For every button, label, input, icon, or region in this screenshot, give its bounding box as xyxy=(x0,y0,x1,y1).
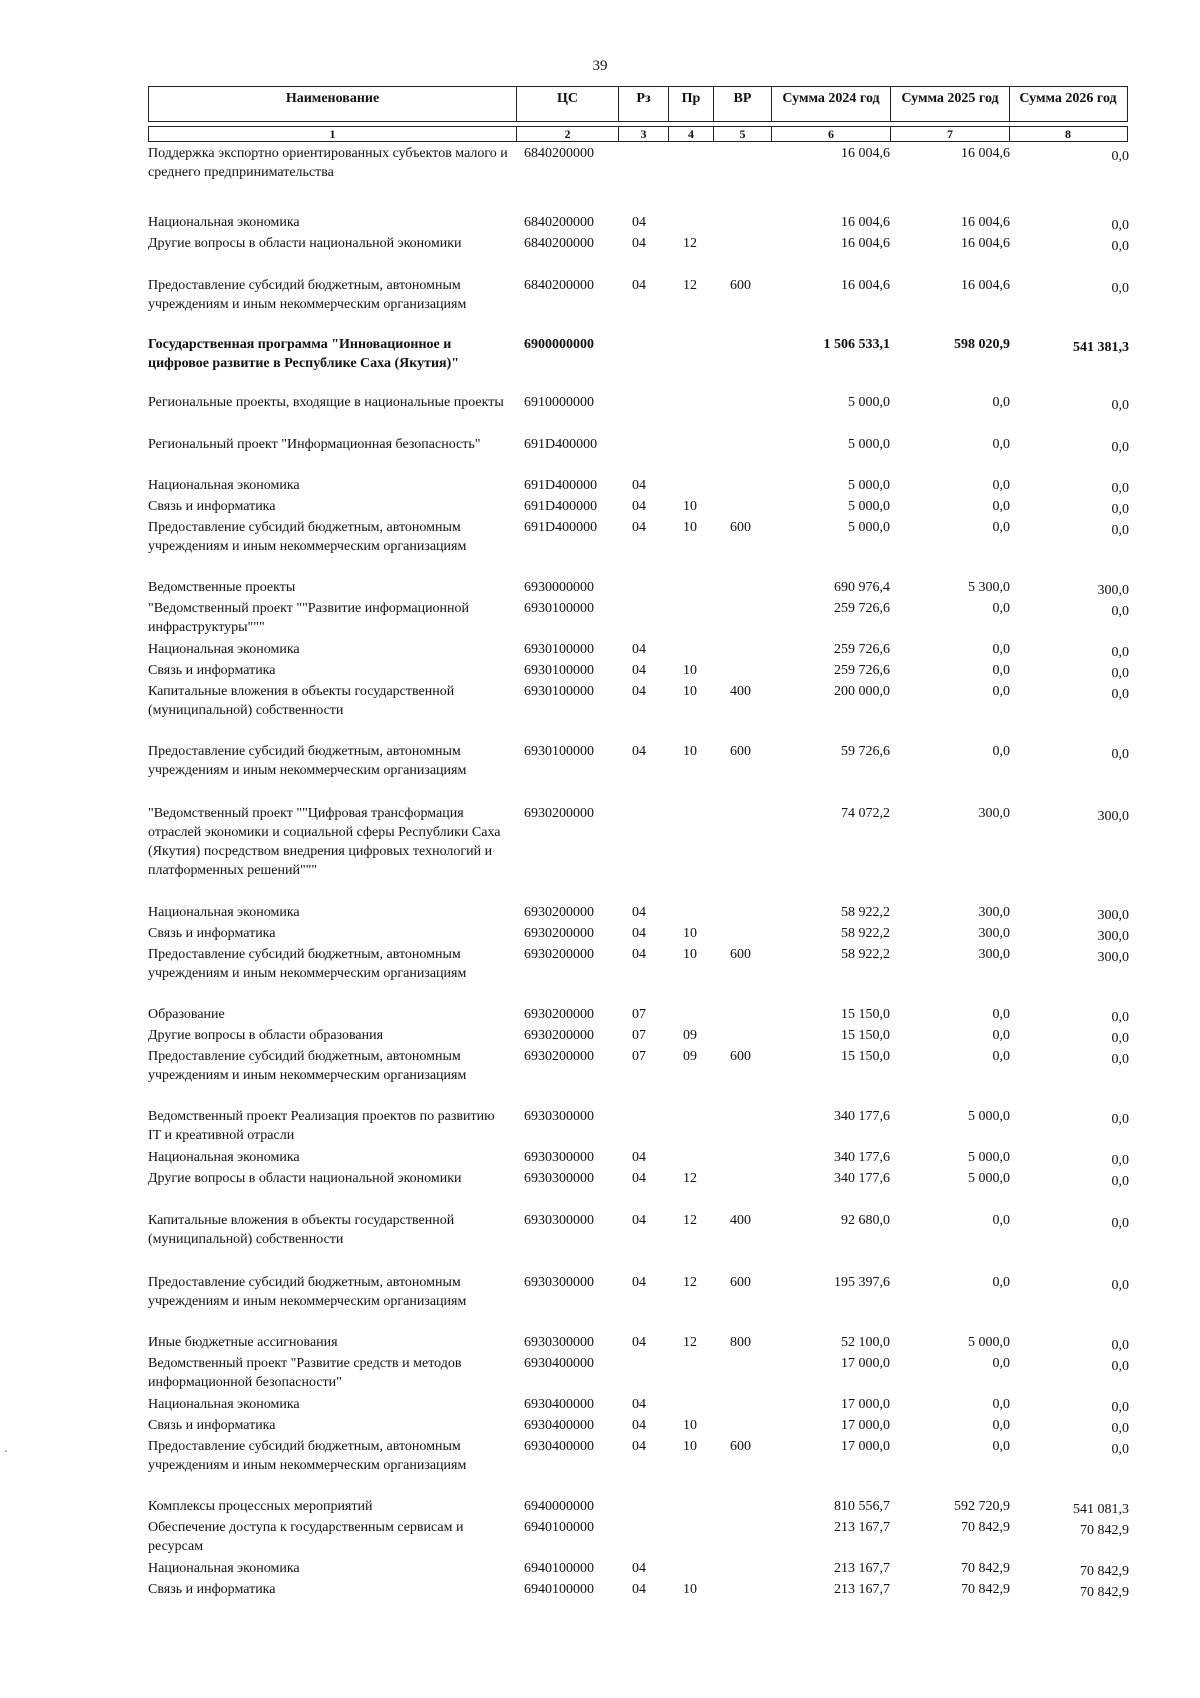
row-pr: 10 xyxy=(683,1582,697,1597)
row-rz: 04 xyxy=(632,947,646,962)
col-header-name: Наименование xyxy=(149,87,517,121)
row-cs-code: 6910000000 xyxy=(524,395,594,410)
row-cs-code: 6930200000 xyxy=(524,1028,594,1043)
row-name: Предоставление субсидий бюджетным, автономным учреждениям и иным некоммерческим организациям xyxy=(148,947,467,981)
col-header-rz: Рз xyxy=(619,87,669,121)
row-sum-2026: 0,0 xyxy=(1111,1112,1129,1127)
row-rz: 04 xyxy=(632,926,646,941)
row-sum-2026: 0,0 xyxy=(1111,1442,1129,1457)
row-cs-code: 6930100000 xyxy=(524,684,594,699)
col-header-cs: ЦС xyxy=(517,87,619,121)
row-rz: 04 xyxy=(632,236,646,251)
row-sum-2026: 0,0 xyxy=(1111,1359,1129,1374)
row-name: Национальная экономика xyxy=(148,1397,300,1412)
row-name: Национальная экономика xyxy=(148,1561,300,1576)
row-cs-code: 6940100000 xyxy=(524,1520,594,1535)
row-cs-code: 6930400000 xyxy=(524,1356,594,1371)
row-pr: 10 xyxy=(683,499,697,514)
row-cs-code: 6930100000 xyxy=(524,744,594,759)
row-cs-code: 6940100000 xyxy=(524,1561,594,1576)
row-sum-2026: 541 081,3 xyxy=(1073,1502,1129,1517)
row-sum-2026: 300,0 xyxy=(1097,583,1129,598)
row-name: Другие вопросы в области национальной экономики xyxy=(148,1171,462,1186)
row-rz: 04 xyxy=(632,1439,646,1454)
row-cs-code: 6930400000 xyxy=(524,1439,594,1454)
col-header-sum-2024: Сумма 2024 год xyxy=(772,87,891,121)
row-pr: 12 xyxy=(683,236,697,251)
row-cs-code: 6930200000 xyxy=(524,1007,594,1022)
row-sum-2025: 5 000,0 xyxy=(968,1335,1010,1350)
row-sum-2024: 5 000,0 xyxy=(848,478,890,493)
row-sum-2025: 16 004,6 xyxy=(961,236,1010,251)
row-pr: 09 xyxy=(683,1028,697,1043)
row-name: Обеспечение доступа к государственным сервисам и ресурсам xyxy=(148,1520,464,1554)
row-cs-code: 691D400000 xyxy=(524,499,598,514)
row-cs-code: 6940000000 xyxy=(524,1499,594,1514)
row-cs-code: 6840200000 xyxy=(524,215,594,230)
row-rz: 07 xyxy=(632,1049,646,1064)
row-name: Национальная экономика xyxy=(148,1150,300,1165)
row-rz: 04 xyxy=(632,905,646,920)
row-name: Предоставление субсидий бюджетным, автономным учреждениям и иным некоммерческим организациям xyxy=(148,278,467,312)
row-name: "Ведомственный проект ""Цифровая трансформация отраслей экономики и социальной сферы Республики Саха (Якутия) посредством внедрения цифровых технологий и платформенных решений""" xyxy=(148,806,501,878)
row-cs-code: 6930300000 xyxy=(524,1275,594,1290)
col-header-pr: Пр xyxy=(669,87,714,121)
row-sum-2025: 0,0 xyxy=(992,1049,1010,1064)
row-sum-2026: 0,0 xyxy=(1111,149,1129,164)
row-name: Связь и информатика xyxy=(148,663,276,678)
row-sum-2026: 0,0 xyxy=(1111,481,1129,496)
row-pr: 10 xyxy=(683,684,697,699)
row-sum-2025: 300,0 xyxy=(978,806,1010,821)
row-name: Связь и информатика xyxy=(148,1582,276,1597)
row-vr: 600 xyxy=(730,1439,751,1454)
row-name: Комплексы процессных мероприятий xyxy=(148,1499,373,1514)
col-number: 2 xyxy=(517,127,619,141)
row-sum-2024: 15 150,0 xyxy=(841,1028,890,1043)
row-pr: 12 xyxy=(683,1275,697,1290)
row-name: Предоставление субсидий бюджетным, автономным учреждениям и иным некоммерческим организациям xyxy=(148,520,467,554)
row-sum-2024: 259 726,6 xyxy=(834,642,890,657)
row-sum-2026: 0,0 xyxy=(1111,502,1129,517)
row-cs-code: 6930200000 xyxy=(524,926,594,941)
row-pr: 10 xyxy=(683,947,697,962)
row-sum-2026: 0,0 xyxy=(1111,1052,1129,1067)
row-sum-2024: 15 150,0 xyxy=(841,1049,890,1064)
row-sum-2024: 340 177,6 xyxy=(834,1171,890,1186)
row-sum-2024: 200 000,0 xyxy=(834,684,890,699)
row-name: Национальная экономика xyxy=(148,905,300,920)
row-sum-2025: 0,0 xyxy=(992,601,1010,616)
row-cs-code: 6840200000 xyxy=(524,146,594,161)
row-vr: 600 xyxy=(730,947,751,962)
row-name: Другие вопросы в области национальной экономики xyxy=(148,236,462,251)
row-sum-2024: 92 680,0 xyxy=(841,1213,890,1228)
row-sum-2026: 0,0 xyxy=(1111,687,1129,702)
row-cs-code: 6930400000 xyxy=(524,1418,594,1433)
row-rz: 07 xyxy=(632,1028,646,1043)
row-sum-2024: 16 004,6 xyxy=(841,146,890,161)
row-sum-2026: 0,0 xyxy=(1111,1153,1129,1168)
row-rz: 07 xyxy=(632,1007,646,1022)
row-sum-2025: 592 720,9 xyxy=(954,1499,1010,1514)
row-sum-2026: 300,0 xyxy=(1097,929,1129,944)
row-sum-2025: 0,0 xyxy=(992,1275,1010,1290)
row-sum-2026: 0,0 xyxy=(1111,1174,1129,1189)
row-sum-2024: 58 922,2 xyxy=(841,947,890,962)
row-sum-2024: 17 000,0 xyxy=(841,1397,890,1412)
row-sum-2024: 16 004,6 xyxy=(841,236,890,251)
row-vr: 800 xyxy=(730,1335,751,1350)
row-sum-2026: 70 842,9 xyxy=(1080,1523,1129,1538)
row-cs-code: 6930300000 xyxy=(524,1109,594,1124)
row-sum-2025: 70 842,9 xyxy=(961,1561,1010,1576)
row-sum-2025: 598 020,9 xyxy=(954,337,1010,352)
row-sum-2026: 300,0 xyxy=(1097,908,1129,923)
row-sum-2024: 213 167,7 xyxy=(834,1561,890,1576)
row-name: "Ведомственный проект ""Развитие информационной инфраструктуры""" xyxy=(148,601,470,635)
col-header-vr: ВР xyxy=(714,87,772,121)
row-sum-2024: 15 150,0 xyxy=(841,1007,890,1022)
row-rz: 04 xyxy=(632,478,646,493)
row-sum-2025: 0,0 xyxy=(992,1397,1010,1412)
row-pr: 10 xyxy=(683,520,697,535)
row-sum-2026: 70 842,9 xyxy=(1080,1585,1129,1600)
row-name: Иные бюджетные ассигнования xyxy=(148,1335,338,1350)
row-sum-2024: 5 000,0 xyxy=(848,437,890,452)
row-sum-2026: 0,0 xyxy=(1111,1278,1129,1293)
row-sum-2025: 0,0 xyxy=(992,478,1010,493)
row-name: Капитальные вложения в объекты государственной (муниципальной) собственности xyxy=(148,1213,455,1247)
row-vr: 400 xyxy=(730,684,751,699)
row-sum-2024: 16 004,6 xyxy=(841,215,890,230)
row-pr: 10 xyxy=(683,926,697,941)
row-sum-2026: 0,0 xyxy=(1111,523,1129,538)
row-rz: 04 xyxy=(632,1397,646,1412)
row-sum-2026: 300,0 xyxy=(1097,809,1129,824)
row-sum-2026: 0,0 xyxy=(1111,1421,1129,1436)
row-sum-2025: 0,0 xyxy=(992,1007,1010,1022)
row-sum-2024: 5 000,0 xyxy=(848,520,890,535)
row-name: Региональные проекты, входящие в национальные проекты xyxy=(148,395,504,410)
row-rz: 04 xyxy=(632,499,646,514)
row-cs-code: 6930100000 xyxy=(524,601,594,616)
row-rz: 04 xyxy=(632,684,646,699)
row-cs-code: 6930100000 xyxy=(524,663,594,678)
row-sum-2026: 541 381,3 xyxy=(1073,340,1129,355)
row-cs-code: 6930300000 xyxy=(524,1150,594,1165)
row-sum-2024: 213 167,7 xyxy=(834,1582,890,1597)
row-vr: 600 xyxy=(730,1275,751,1290)
row-sum-2025: 70 842,9 xyxy=(961,1582,1010,1597)
row-cs-code: 691D400000 xyxy=(524,437,598,452)
row-sum-2025: 0,0 xyxy=(992,1213,1010,1228)
row-name: Связь и информатика xyxy=(148,926,276,941)
row-name: Образование xyxy=(148,1007,225,1022)
row-vr: 600 xyxy=(730,744,751,759)
row-pr: 09 xyxy=(683,1049,697,1064)
row-sum-2026: 0,0 xyxy=(1111,747,1129,762)
row-name: Региональный проект "Информационная безопасность" xyxy=(148,437,481,452)
page-number: 39 xyxy=(592,58,608,74)
row-sum-2024: 259 726,6 xyxy=(834,663,890,678)
row-cs-code: 6930200000 xyxy=(524,905,594,920)
row-rz: 04 xyxy=(632,1582,646,1597)
col-number: 1 xyxy=(149,127,517,141)
row-sum-2024: 17 000,0 xyxy=(841,1439,890,1454)
row-cs-code: 6840200000 xyxy=(524,236,594,251)
row-cs-code: 6930000000 xyxy=(524,580,594,595)
row-rz: 04 xyxy=(632,663,646,678)
row-name: Капитальные вложения в объекты государственной (муниципальной) собственности xyxy=(148,684,455,718)
row-rz: 04 xyxy=(632,1171,646,1186)
row-cs-code: 691D400000 xyxy=(524,520,598,535)
row-cs-code: 6930300000 xyxy=(524,1335,594,1350)
row-name: Поддержка экспортно ориентированных субъектов малого и среднего предпринимательства xyxy=(148,146,508,180)
row-cs-code: 6930200000 xyxy=(524,1049,594,1064)
row-sum-2026: 0,0 xyxy=(1111,666,1129,681)
row-sum-2025: 300,0 xyxy=(978,905,1010,920)
row-rz: 04 xyxy=(632,1150,646,1165)
row-pr: 12 xyxy=(683,1213,697,1228)
row-sum-2025: 5 300,0 xyxy=(968,580,1010,595)
row-pr: 10 xyxy=(683,1418,697,1433)
row-pr: 10 xyxy=(683,744,697,759)
row-cs-code: 691D400000 xyxy=(524,478,598,493)
row-vr: 600 xyxy=(730,520,751,535)
row-rz: 04 xyxy=(632,520,646,535)
row-sum-2026: 0,0 xyxy=(1111,1338,1129,1353)
row-rz: 04 xyxy=(632,215,646,230)
row-sum-2025: 16 004,6 xyxy=(961,278,1010,293)
row-sum-2025: 0,0 xyxy=(992,642,1010,657)
row-rz: 04 xyxy=(632,1335,646,1350)
row-sum-2024: 5 000,0 xyxy=(848,395,890,410)
col-header-sum-2025: Сумма 2025 год xyxy=(891,87,1010,121)
row-sum-2025: 300,0 xyxy=(978,947,1010,962)
col-number: 7 xyxy=(891,127,1010,141)
col-number: 6 xyxy=(772,127,891,141)
row-sum-2024: 74 072,2 xyxy=(841,806,890,821)
row-sum-2025: 0,0 xyxy=(992,744,1010,759)
row-vr: 600 xyxy=(730,278,751,293)
scan-mark: · xyxy=(4,1444,8,1458)
row-name: Ведомственный проект Реализация проектов по развитию IT и креативной отрасли xyxy=(148,1109,495,1143)
row-name: Предоставление субсидий бюджетным, автономным учреждениям и иным некоммерческим организациям xyxy=(148,1275,467,1309)
row-vr: 400 xyxy=(730,1213,751,1228)
row-sum-2026: 0,0 xyxy=(1111,1010,1129,1025)
row-cs-code: 6930300000 xyxy=(524,1171,594,1186)
row-sum-2026: 0,0 xyxy=(1111,604,1129,619)
row-sum-2025: 0,0 xyxy=(992,1356,1010,1371)
row-sum-2026: 70 842,9 xyxy=(1080,1564,1129,1579)
row-rz: 04 xyxy=(632,1213,646,1228)
row-sum-2025: 300,0 xyxy=(978,926,1010,941)
row-cs-code: 6930100000 xyxy=(524,642,594,657)
row-vr: 600 xyxy=(730,1049,751,1064)
row-rz: 04 xyxy=(632,642,646,657)
row-name: Связь и информатика xyxy=(148,499,276,514)
row-rz: 04 xyxy=(632,1418,646,1433)
row-sum-2026: 0,0 xyxy=(1111,1400,1129,1415)
row-rz: 04 xyxy=(632,278,646,293)
row-sum-2024: 213 167,7 xyxy=(834,1520,890,1535)
row-sum-2025: 0,0 xyxy=(992,1418,1010,1433)
row-sum-2025: 0,0 xyxy=(992,395,1010,410)
row-sum-2026: 0,0 xyxy=(1111,440,1129,455)
row-sum-2024: 17 000,0 xyxy=(841,1356,890,1371)
col-number: 8 xyxy=(1065,127,1071,141)
row-sum-2024: 810 556,7 xyxy=(834,1499,890,1514)
row-sum-2026: 300,0 xyxy=(1097,950,1129,965)
row-sum-2025: 0,0 xyxy=(992,684,1010,699)
col-number: 3 xyxy=(619,127,669,141)
row-sum-2025: 5 000,0 xyxy=(968,1171,1010,1186)
row-cs-code: 6930200000 xyxy=(524,806,594,821)
row-sum-2024: 340 177,6 xyxy=(834,1109,890,1124)
row-name: Национальная экономика xyxy=(148,478,300,493)
row-sum-2025: 70 842,9 xyxy=(961,1520,1010,1535)
row-sum-2025: 0,0 xyxy=(992,499,1010,514)
row-name: Национальная экономика xyxy=(148,215,300,230)
row-cs-code: 6840200000 xyxy=(524,278,594,293)
row-pr: 12 xyxy=(683,1171,697,1186)
row-sum-2025: 0,0 xyxy=(992,663,1010,678)
row-rz: 04 xyxy=(632,1561,646,1576)
row-sum-2025: 16 004,6 xyxy=(961,146,1010,161)
row-name: Связь и информатика xyxy=(148,1418,276,1433)
row-pr: 10 xyxy=(683,1439,697,1454)
row-sum-2024: 58 922,2 xyxy=(841,926,890,941)
row-name: Предоставление субсидий бюджетным, автономным учреждениям и иным некоммерческим организациям xyxy=(148,1049,467,1083)
row-sum-2025: 0,0 xyxy=(992,1439,1010,1454)
row-pr: 12 xyxy=(683,1335,697,1350)
col-number: 5 xyxy=(714,127,772,141)
row-sum-2025: 0,0 xyxy=(992,520,1010,535)
row-name: Предоставление субсидий бюджетным, автономным учреждениям и иным некоммерческим организациям xyxy=(148,1439,467,1473)
col-number: 4 xyxy=(669,127,714,141)
col-header-sum-2026: Сумма 2026 год xyxy=(1019,91,1117,106)
row-name: Предоставление субсидий бюджетным, автономным учреждениям и иным некоммерческим организациям xyxy=(148,744,467,778)
row-sum-2025: 5 000,0 xyxy=(968,1109,1010,1124)
row-sum-2024: 17 000,0 xyxy=(841,1418,890,1433)
row-pr: 12 xyxy=(683,278,697,293)
row-sum-2024: 59 726,6 xyxy=(841,744,890,759)
row-sum-2025: 5 000,0 xyxy=(968,1150,1010,1165)
row-sum-2024: 1 506 533,1 xyxy=(823,337,890,352)
row-rz: 04 xyxy=(632,1275,646,1290)
row-pr: 10 xyxy=(683,663,697,678)
row-name: Ведомственный проект "Развитие средств и методов информационной безопасности" xyxy=(148,1356,462,1390)
row-sum-2024: 195 397,6 xyxy=(834,1275,890,1290)
row-sum-2025: 0,0 xyxy=(992,437,1010,452)
row-cs-code: 6940100000 xyxy=(524,1582,594,1597)
row-name: Ведомственные проекты xyxy=(148,580,296,595)
row-sum-2024: 5 000,0 xyxy=(848,499,890,514)
row-cs-code: 6930300000 xyxy=(524,1213,594,1228)
row-sum-2024: 340 177,6 xyxy=(834,1150,890,1165)
row-sum-2026: 0,0 xyxy=(1111,1031,1129,1046)
row-sum-2026: 0,0 xyxy=(1111,239,1129,254)
row-sum-2025: 16 004,6 xyxy=(961,215,1010,230)
row-sum-2026: 0,0 xyxy=(1111,1216,1129,1231)
row-sum-2024: 690 976,4 xyxy=(834,580,890,595)
row-name: Национальная экономика xyxy=(148,642,300,657)
row-sum-2025: 0,0 xyxy=(992,1028,1010,1043)
row-name: Государственная программа "Инновационное и цифровое развитие в Республике Саха (Якутия)" xyxy=(148,337,460,371)
row-sum-2024: 16 004,6 xyxy=(841,278,890,293)
row-cs-code: 6930400000 xyxy=(524,1397,594,1412)
row-sum-2024: 259 726,6 xyxy=(834,601,890,616)
row-sum-2026: 0,0 xyxy=(1111,281,1129,296)
row-sum-2024: 52 100,0 xyxy=(841,1335,890,1350)
row-cs-code: 6900000000 xyxy=(524,337,594,352)
row-rz: 04 xyxy=(632,744,646,759)
row-name: Другие вопросы в области образования xyxy=(148,1028,384,1043)
row-sum-2026: 0,0 xyxy=(1111,218,1129,233)
row-sum-2026: 0,0 xyxy=(1111,645,1129,660)
row-sum-2026: 0,0 xyxy=(1111,398,1129,413)
row-cs-code: 6930200000 xyxy=(524,947,594,962)
row-sum-2024: 58 922,2 xyxy=(841,905,890,920)
